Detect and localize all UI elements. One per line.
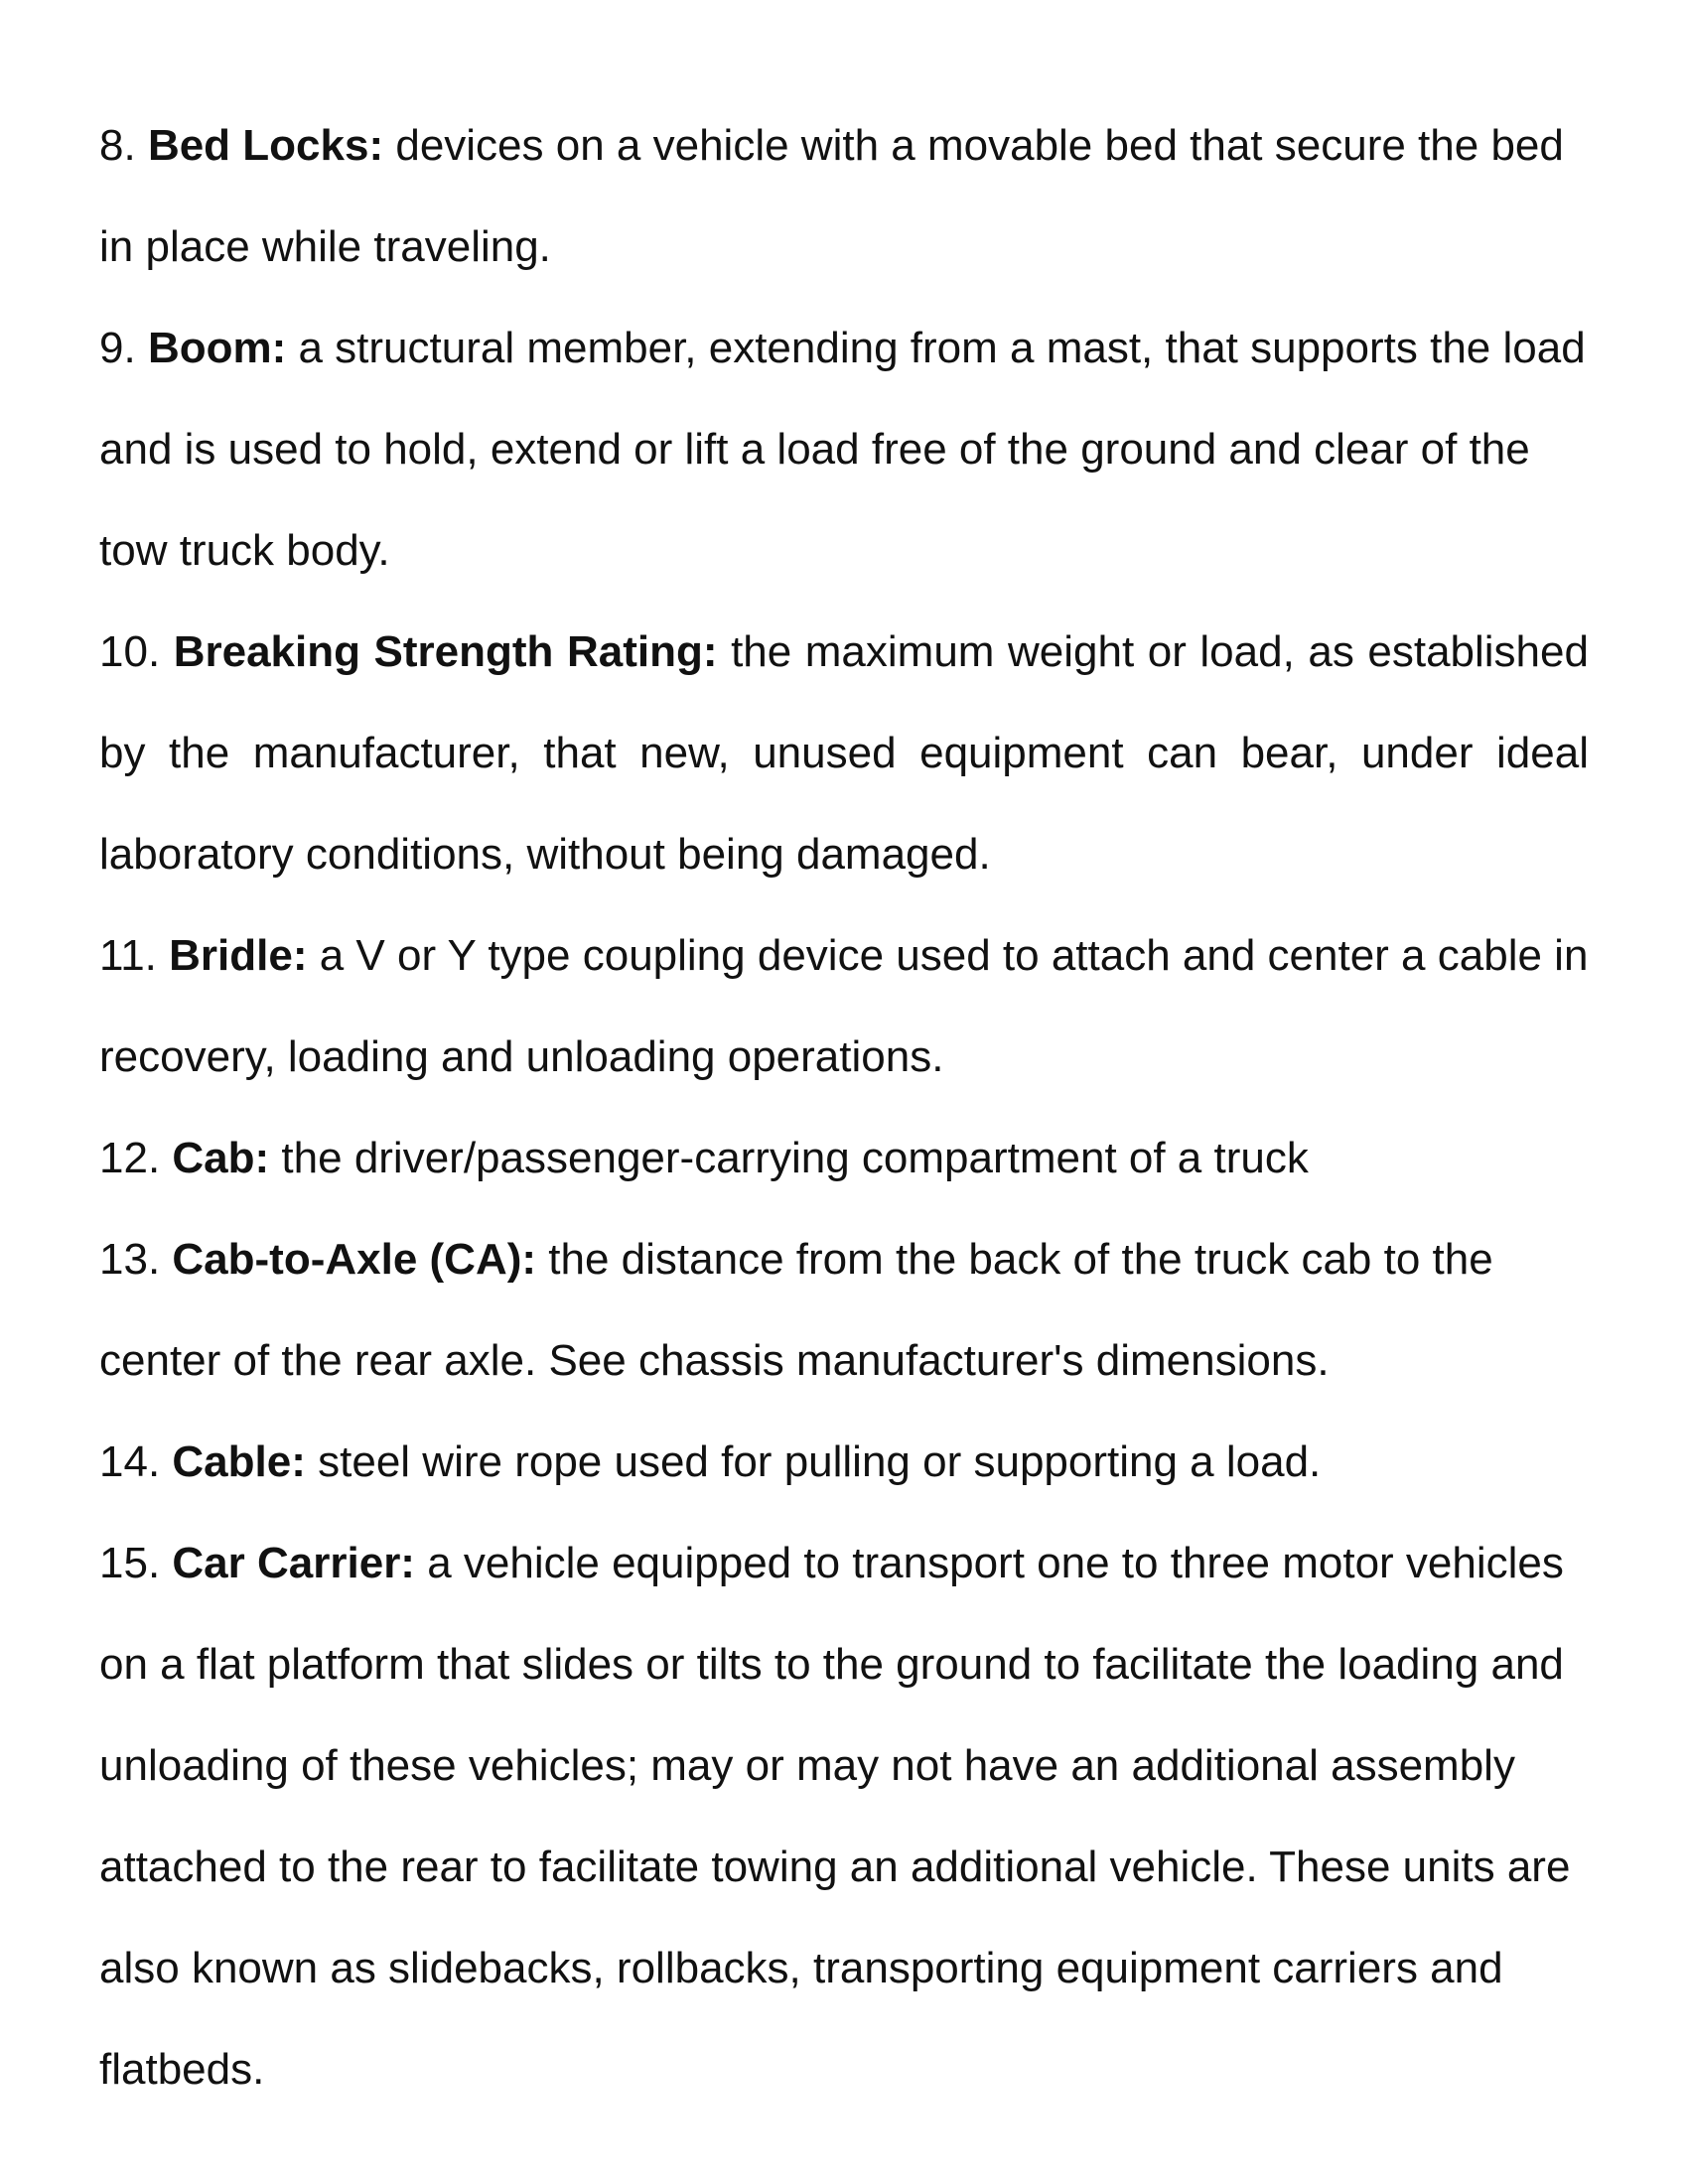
entry-definition: the driver/passenger-carrying compartment of a truck	[281, 1134, 1309, 1182]
entry-number: 13.	[99, 1235, 161, 1284]
entry-number: 11.	[99, 931, 157, 980]
entry-number: 14.	[99, 1437, 161, 1486]
glossary-entry-boom	[99, 298, 1589, 602]
entry-definition: the distance from the back of the truck cab to the center of the rear axle. See chassis manufacturer's dimensions.	[99, 1235, 1493, 1385]
entry-term: Cab:	[172, 1134, 270, 1182]
glossary-entry-cab-to-axle	[99, 1209, 1589, 1412]
entry-definition: the maximum weight or load, as established by the manufacturer, that new, unused equipment can bear, under ideal laboratory conditions, without being damaged.	[99, 627, 1589, 879]
glossary-entry-car-carrier	[99, 1513, 1589, 2120]
entry-number: 8.	[99, 121, 136, 170]
entry-term: Car Carrier:	[172, 1539, 415, 1587]
glossary-entry-breaking-strength-rating	[99, 602, 1589, 905]
glossary-entry-cable	[99, 1412, 1589, 1513]
glossary-entry-cab	[99, 1108, 1589, 1209]
entry-number: 10.	[99, 627, 161, 676]
entry-term: Bridle:	[169, 931, 308, 980]
entry-definition: a structural member, extending from a mast, that supports the load and is used to hold, extend or lift a load free of the ground and clear of the tow truck body.	[99, 324, 1586, 575]
entry-definition: devices on a vehicle with a movable bed that secure the bed in place while traveling.	[99, 121, 1564, 271]
entry-term: Cab-to-Axle (CA):	[172, 1235, 537, 1284]
entry-number: 15.	[99, 1539, 161, 1587]
entry-number: 9.	[99, 324, 136, 372]
entry-definition: a vehicle equipped to transport one to three motor vehicles on a flat platform that slides or tilts to the ground to facilitate the loading and unloading of these vehicles; may or may not have an additional assembly attached to the rear to facilitate towing an additional vehicle. These units are also known as slidebacks, rollbacks, transporting equipment carriers and flatbeds.	[99, 1539, 1571, 2094]
entry-term: Boom:	[147, 324, 287, 372]
glossary-page	[99, 95, 1589, 2120]
entry-definition: steel wire rope used for pulling or supporting a load.	[318, 1437, 1322, 1486]
entry-definition: a V or Y type coupling device used to attach and center a cable in recovery, loading and unloading operations.	[99, 931, 1589, 1081]
entry-term: Bed Locks:	[147, 121, 384, 170]
glossary-entry-bed-locks	[99, 95, 1589, 298]
entry-number: 12.	[99, 1134, 161, 1182]
entry-term: Cable:	[172, 1437, 306, 1486]
glossary-entry-bridle	[99, 905, 1589, 1108]
entry-term: Breaking Strength Rating:	[173, 627, 718, 676]
